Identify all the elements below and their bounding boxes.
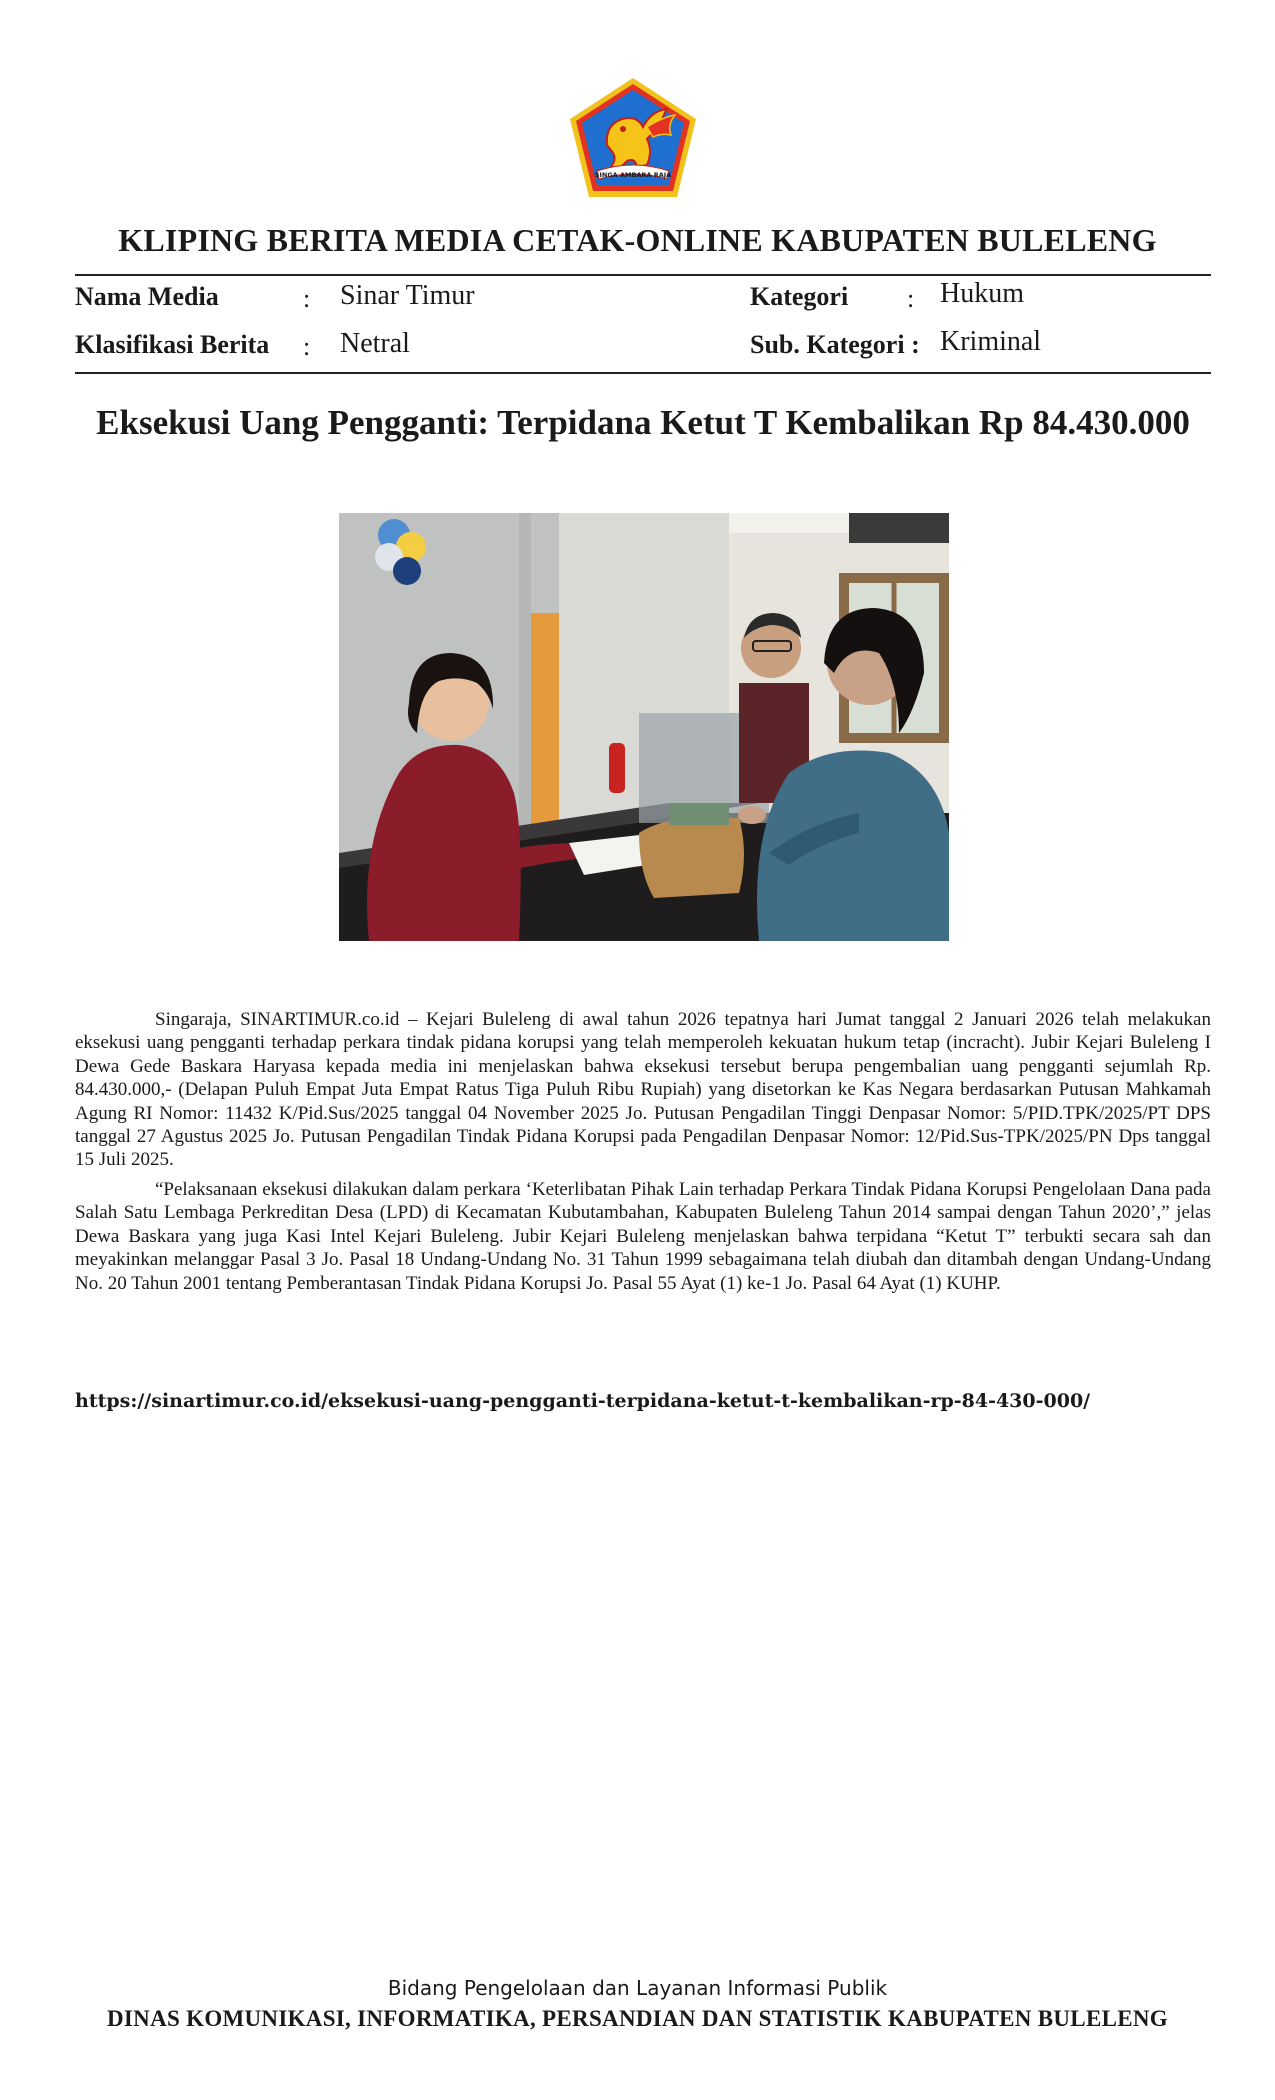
paragraph-2-text: “Pelaksanaan eksekusi dilakukan dalam perkara ‘Keterlibatan Pihak Lain terhadap Perkara Tindak Pidana Korupsi Pengelolaan Dana pada Salah Satu Lembaga Perkreditan Desa (LPD) di Kecamatan Kubutambahan, Kabupaten Buleleng Tahun 2014 sampai dengan Tahun 2020’,” jelas Dewa Baskara yang juga Kasi Intel Kejari Buleleng. Jubir Kejari Buleleng menjelaskan bahwa terpidana “Ketut T” terbukti secara sah dan meyakinkan melanggar Pasal 3 Jo. Pasal 18 Undang-Undang No. 31 Tahun 1999 sebagaimana telah diubah dan ditambah dengan Undang-Undang No. 20 Tahun 2001 tentang Pemberantasan Tindak Pidana Korupsi Jo. Pasal 55 Ayat (1) ke-1 Jo. Pasal 64 Ayat (1) KUHP. [75,1179,1211,1294]
paragraph-1-text: Singaraja, SINARTIMUR.co.id – Kejari Buleleng di awal tahun 2026 tepatnya hari Jumat tanggal 2 Januari 2026 telah melakukan eksekusi uang pengganti terhadap perkara tindak pidana korupsi yang telah memperoleh kekuatan hukum tetap (incracht). Jubir Kejari Buleleng I Dewa Gede Baskara Haryasa kepada media ini menjelaskan bahwa eksekusi tersebut berupa pengembalian uang pengganti sejumlah Rp. 84.430.000,- (Delapan Puluh Empat Juta Empat Ratus Tiga Puluh Ribu Rupiah) yang disetorkan ke Kas Negara berdasarkan Putusan Mahkamah Agung RI Nomor: 11432 K/Pid.Sus/2025 tanggal 04 November 2025 Jo. Putusan Pengadilan Tinggi Denpasar Nomor: 5/PID.TPK/2025/PT DPS tanggal 27 Agustus 2025 Jo. Putusan Pengadilan Tindak Pidana Korupsi pada Pengadilan Denpasar Nomor: 12/Pid.Sus-TPK/2025/PN Dps tanggal 15 Juli 2025. [75,1009,1211,1171]
news-photo-office-counter-icon [339,513,949,941]
media-value: Sinar Timur [340,280,475,311]
footer-unit-name: Bidang Pengelolaan dan Layanan Informasi Publik [387,1976,888,2000]
category-label: Kategori [750,282,849,311]
header-divider-top [75,274,1211,276]
buleleng-regency-crest-icon [567,75,700,200]
article-paragraph-1 [75,1008,1211,1172]
media-colon: : [303,284,311,313]
classification-colon: : [303,332,311,361]
subcategory-value: Kriminal [940,326,1042,357]
category-colon: : [907,284,915,313]
header-divider-bottom [75,372,1211,374]
article-paragraph-2 [75,1178,1211,1295]
classification-label: Klasifikasi Berita [75,330,270,359]
logo-motto: SINGA AMBARA RAJA [594,171,672,179]
footer-agency-name: DINAS KOMUNIKASI, INFORMATIKA, PERSANDIAN DAN STATISTIK KABUPATEN BULELENG [107,2006,1168,2031]
classification-value: Netral [340,328,410,359]
subcategory-label: Sub. Kategori : [750,330,920,359]
source-url-link[interactable]: https://sinartimur.co.id/eksekusi-uang-pengganti-terpidana-ketut-t-kembalikan-rp-84-430-000/ [75,1390,1091,1412]
category-value: Hukum [940,278,1024,309]
article-headline: Eksekusi Uang Pengganti: Terpidana Ketut T Kembalikan Rp 84.430.000 [96,403,1190,442]
document-title: KLIPING BERITA MEDIA CETAK-ONLINE KABUPATEN BULELENG [118,222,1157,258]
media-label: Nama Media [75,282,219,311]
